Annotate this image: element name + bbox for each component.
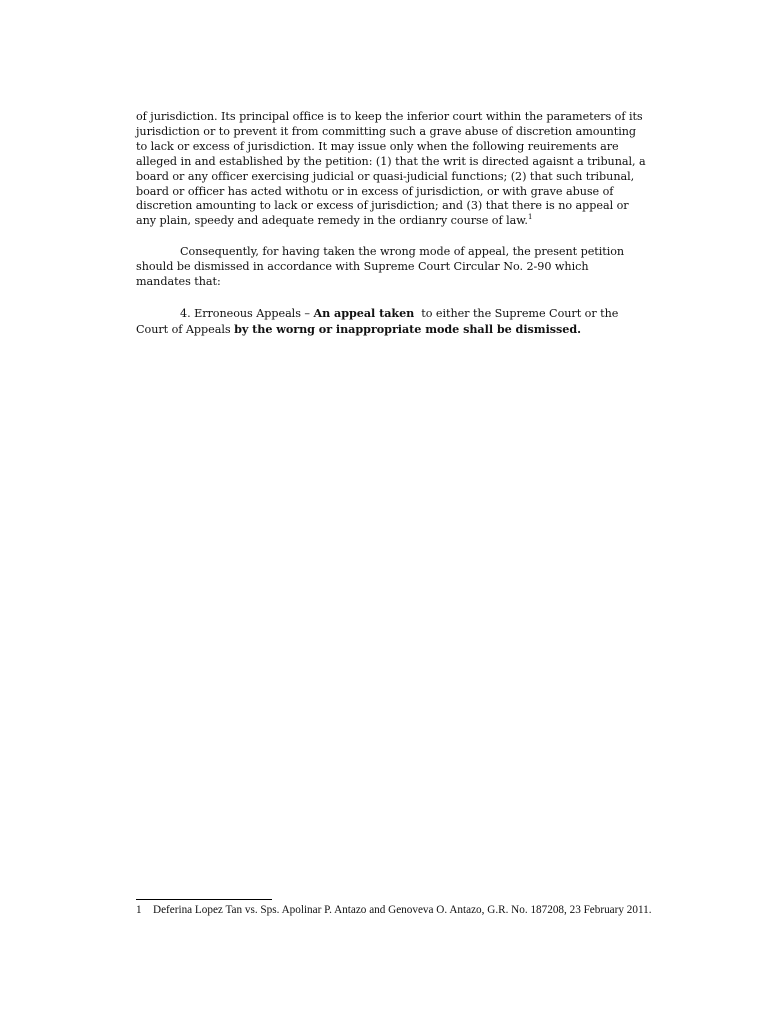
paragraph-certiorari (136, 110, 646, 229)
footnote-reference[interactable]: 1 (527, 213, 533, 222)
paragraph-bold-phrase: An appeal taken (313, 306, 415, 320)
footnote (136, 903, 656, 917)
paragraph-bold-phrase: by the worng or inappropriate mode shall be dismissed. (234, 321, 581, 336)
footnote-number: 1 (136, 904, 142, 916)
footnote-text: Deferina Lopez Tan vs. Sps. Apolinar P. Antazo and Genoveva O. Antazo, G.R. No. 187208, 23 February 2011. (153, 904, 652, 916)
paragraph-erroneous-appeals (136, 306, 646, 338)
paragraph-consequently (136, 245, 646, 290)
paragraph-lead: 4. Erroneous Appeals – (180, 307, 314, 320)
paragraph-text: Consequently, for having taken the wrong mode of appeal, the present petition should be dismissed in accordance with Supreme Court Circular No. 2-90 which mandates that: (136, 245, 625, 288)
paragraph-text: of jurisdiction. Its principal office is to keep the inferior court within the parameters of its jurisdiction or to prevent it from committing such a grave abuse of discretion amounting to lack or excess of jurisdiction. It may issue only when the following reuirements are alleged in and established by the petition: (1) that the writ is directed agaisnt a tribunal, a board or any officer exercising judicial or quasi-judicial functions; (2) that such tribunal, board or officer has acted withotu or in excess of jurisdiction, or with grave abuse of discretion amounting to lack or excess of jurisdiction; and (3) that there is no appeal or any plain, speedy and adequate remedy in the ordianry course of law. (136, 110, 646, 228)
footnote-separator (136, 899, 272, 900)
paragraph-middle: to either the Supreme Court or the Court of Appeals (136, 307, 622, 336)
